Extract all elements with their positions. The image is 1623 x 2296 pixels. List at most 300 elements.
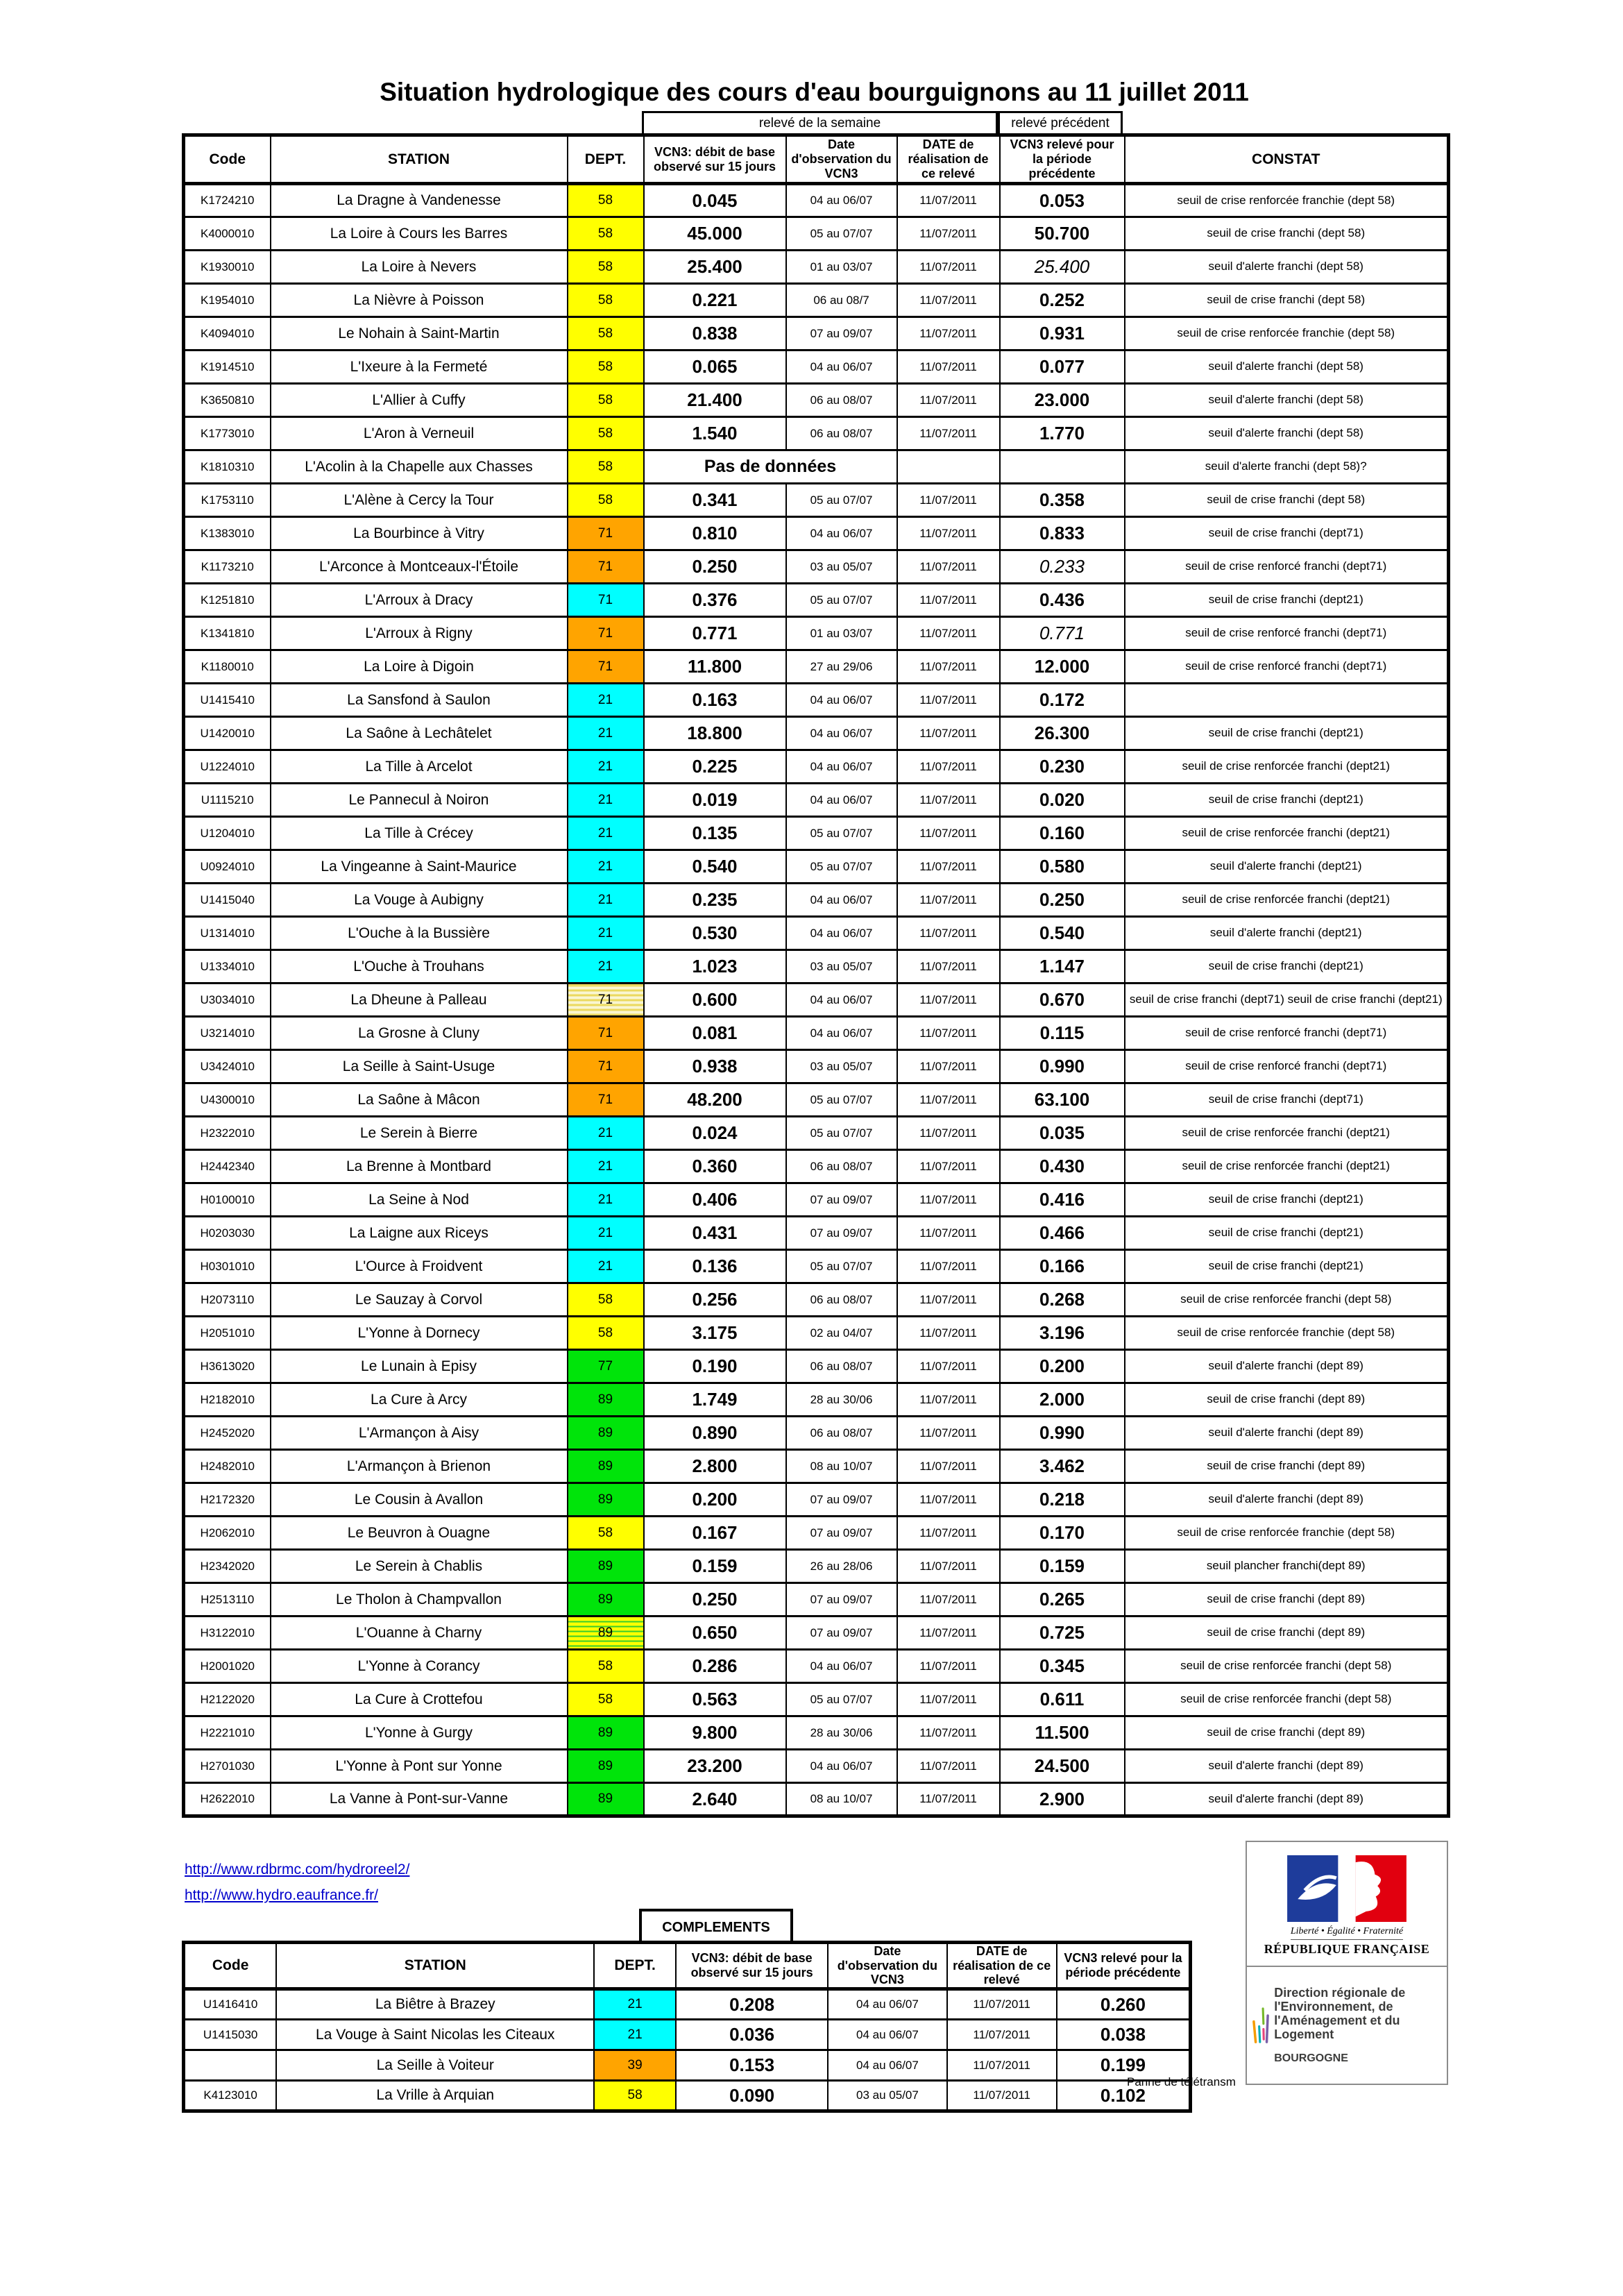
- table-row: [184, 984, 1449, 1017]
- telemetry-failure-note: Panne de télétransm: [1127, 2075, 1236, 2088]
- cell-vcn3-prev: 0.416: [1000, 1183, 1125, 1217]
- cell-station: L'Ixeure à la Fermeté: [271, 351, 568, 384]
- cell-constat: seuil de crise franchi (dept21): [1125, 1250, 1449, 1283]
- cell-vcn3-prev: 0.102: [1057, 2081, 1191, 2111]
- table-row: [184, 1989, 1191, 2020]
- cell-date-real: 11/07/2011: [947, 2081, 1057, 2111]
- cell-dept: 58: [568, 450, 644, 484]
- cell-dept: 58: [568, 484, 644, 517]
- column-header-station: STATION: [276, 1943, 594, 1989]
- cell-vcn3-prev: 63.100: [1000, 1083, 1125, 1117]
- column-header-constat: CONSTAT: [1125, 135, 1449, 184]
- table-row: [184, 484, 1449, 517]
- cell-date-obs: 06 au 08/7: [786, 284, 897, 317]
- table-row: [184, 1417, 1449, 1450]
- cell-date-real: 11/07/2011: [897, 917, 1000, 950]
- cell-vcn3: 21.400: [644, 384, 786, 417]
- cell-code: H0301010: [184, 1250, 271, 1283]
- cell-code: K1914510: [184, 351, 271, 384]
- cell-vcn3-prev: 0.077: [1000, 351, 1125, 384]
- column-header-code: Code: [184, 1943, 277, 1989]
- cell-dept: 89: [568, 1617, 644, 1650]
- cell-station: La Biêtre à Brazey: [276, 1989, 594, 2020]
- column-header-vcn3-prev: VCN3 relevé pour la période précédente: [1000, 135, 1125, 184]
- cell-constat: seuil d'alerte franchi (dept 58): [1125, 384, 1449, 417]
- cell-vcn3-prev: 12.000: [1000, 650, 1125, 684]
- cell-date-real: 11/07/2011: [897, 884, 1000, 917]
- cell-station: La Tille à Crécey: [271, 817, 568, 850]
- cell-vcn3-prev: 0.990: [1000, 1417, 1125, 1450]
- cell-code: U1415410: [184, 684, 271, 717]
- cell-vcn3-prev: 50.700: [1000, 217, 1125, 251]
- cell-vcn3-prev: 0.218: [1000, 1483, 1125, 1517]
- table-row: [184, 351, 1449, 384]
- cell-date-obs: 04 au 06/07: [786, 717, 897, 750]
- cell-dept: 58: [568, 1317, 644, 1350]
- hydro-complements-table: [182, 1941, 1192, 2113]
- cell-vcn3: 0.090: [676, 2081, 828, 2111]
- cell-station: La Loire à Nevers: [271, 251, 568, 284]
- cell-code: K1724210: [184, 184, 271, 217]
- table-row: [184, 1450, 1449, 1483]
- cell-date-obs: 28 au 30/06: [786, 1383, 897, 1417]
- table-row: [184, 184, 1449, 217]
- cell-vcn3: 0.036: [676, 2020, 828, 2050]
- table-row: [184, 217, 1449, 251]
- link-eaufrance[interactable]: http://www.hydro.eaufrance.fr/: [185, 1886, 378, 1903]
- cell-date-real: 11/07/2011: [897, 1716, 1000, 1750]
- cell-constat: seuil d'alerte franchi (dept21): [1125, 917, 1449, 950]
- cell-code: H2182010: [184, 1383, 271, 1417]
- cell-station: La Seille à Voiteur: [276, 2050, 594, 2081]
- cell-date-real: 11/07/2011: [947, 2020, 1057, 2050]
- cell-vcn3: 45.000: [644, 217, 786, 251]
- cell-date-real: 11/07/2011: [897, 384, 1000, 417]
- cell-dept: 89: [568, 1716, 644, 1750]
- republique-francaise-logo: [1247, 1842, 1447, 1967]
- table-row: [184, 517, 1449, 550]
- cell-date-obs: 26 au 28/06: [786, 1550, 897, 1583]
- cell-code: H2442340: [184, 1150, 271, 1183]
- cell-constat: seuil d'alerte franchi (dept 58): [1125, 417, 1449, 450]
- table-row: [184, 817, 1449, 850]
- cell-vcn3-prev: 0.020: [1000, 784, 1125, 817]
- table-row: [184, 1017, 1449, 1050]
- cell-vcn3-prev: 26.300: [1000, 717, 1125, 750]
- cell-constat: seuil de crise franchi (dept21): [1125, 717, 1449, 750]
- cell-code: H2452020: [184, 1417, 271, 1450]
- cell-code: H2062010: [184, 1517, 271, 1550]
- column-header-code: Code: [184, 135, 271, 184]
- cell-station: L'Ouche à la Bussière: [271, 917, 568, 950]
- cell-date-real: 11/07/2011: [897, 1083, 1000, 1117]
- cell-vcn3: 0.208: [676, 1989, 828, 2020]
- cell-station: Le Pannecul à Noiron: [271, 784, 568, 817]
- cell-dept: 89: [568, 1383, 644, 1417]
- cell-constat: seuil de crise renforcée franchie (dept 58): [1125, 1517, 1449, 1550]
- cell-station: La Tille à Arcelot: [271, 750, 568, 784]
- cell-date-obs: 03 au 05/07: [786, 950, 897, 984]
- cell-code: H2622010: [184, 1783, 271, 1816]
- marianne-flag-icon: [1285, 1855, 1409, 1922]
- cell-dept: 58: [568, 217, 644, 251]
- cell-constat: seuil plancher franchi(dept 89): [1125, 1550, 1449, 1583]
- cell-vcn3-prev: 0.053: [1000, 184, 1125, 217]
- cell-vcn3: 0.256: [644, 1283, 786, 1317]
- cell-vcn3-prev: 0.611: [1000, 1683, 1125, 1716]
- cell-constat: seuil d'alerte franchi (dept 89): [1125, 1783, 1449, 1816]
- table-row: [184, 1550, 1449, 1583]
- cell-dept: 71: [568, 517, 644, 550]
- table-row: [184, 2020, 1191, 2050]
- cell-station: L'Ouanne à Charny: [271, 1617, 568, 1650]
- table-row: [184, 1617, 1449, 1650]
- cell-station: L'Acolin à la Chapelle aux Chasses: [271, 450, 568, 484]
- cell-constat: seuil de crise franchi (dept 89): [1125, 1583, 1449, 1617]
- cell-date-obs: 05 au 07/07: [786, 1117, 897, 1150]
- cell-code: H2221010: [184, 1716, 271, 1750]
- cell-station: La Laigne aux Riceys: [271, 1217, 568, 1250]
- cell-dept: 58: [568, 1650, 644, 1683]
- cell-vcn3: 0.890: [644, 1417, 786, 1450]
- column-header-dept: DEPT.: [568, 135, 644, 184]
- table-row: [184, 1283, 1449, 1317]
- cell-vcn3: 0.563: [644, 1683, 786, 1716]
- cell-code: U1314010: [184, 917, 271, 950]
- cell-date-real: 11/07/2011: [897, 1117, 1000, 1150]
- complements-header-row: [184, 1943, 1191, 1989]
- cell-station: L'Arconce à Montceaux-l'Étoile: [271, 550, 568, 584]
- cell-date-obs: 01 au 03/07: [786, 251, 897, 284]
- cell-dept: 71: [568, 1050, 644, 1083]
- cell-vcn3-prev: 0.038: [1057, 2020, 1191, 2050]
- cell-code: U1416410: [184, 1989, 277, 2020]
- cell-code: U1334010: [184, 950, 271, 984]
- cell-date-real: 11/07/2011: [897, 1017, 1000, 1050]
- cell-date-obs: 02 au 04/07: [786, 1317, 897, 1350]
- cell-station: La Grosne à Cluny: [271, 1017, 568, 1050]
- cell-vcn3: 9.800: [644, 1716, 786, 1750]
- cell-constat: seuil de crise renforcée franchi (dept21): [1125, 817, 1449, 850]
- cell-date-obs: 06 au 08/07: [786, 417, 897, 450]
- table-row: [184, 417, 1449, 450]
- cell-dept: 21: [568, 1150, 644, 1183]
- cell-station: La Bourbince à Vitry: [271, 517, 568, 550]
- cell-date-obs: 03 au 05/07: [828, 2081, 946, 2111]
- cell-date-obs: 06 au 08/07: [786, 1150, 897, 1183]
- cell-constat: seuil de crise renforcée franchi (dept21): [1125, 1150, 1449, 1183]
- cell-constat: seuil de crise franchi (dept71) seuil de crise franchi (dept21): [1125, 984, 1449, 1017]
- cell-vcn3: 0.650: [644, 1617, 786, 1650]
- cell-station: L'Armançon à Brienon: [271, 1450, 568, 1483]
- cell-constat: seuil de crise renforcé franchi (dept71): [1125, 650, 1449, 684]
- header-group-week-label: relevé de la semaine: [758, 115, 881, 130]
- cell-date-real: 11/07/2011: [897, 1217, 1000, 1250]
- table-row: [184, 1650, 1449, 1683]
- cell-vcn3-prev: 0.580: [1000, 850, 1125, 884]
- cell-date-obs: 28 au 30/06: [786, 1716, 897, 1750]
- cell-constat: seuil de crise franchi (dept71): [1125, 517, 1449, 550]
- cell-constat: seuil de crise renforcé franchi (dept71): [1125, 1050, 1449, 1083]
- cell-constat: seuil de crise franchi (dept21): [1125, 784, 1449, 817]
- cell-date-obs: 04 au 06/07: [828, 2020, 946, 2050]
- cell-vcn3: 0.065: [644, 351, 786, 384]
- cell-vcn3-prev: 0.725: [1000, 1617, 1125, 1650]
- table-row: [184, 750, 1449, 784]
- column-header-vcn3: VCN3: débit de base observé sur 15 jours: [644, 135, 786, 184]
- cell-constat: seuil de crise franchi (dept 89): [1125, 1383, 1449, 1417]
- cell-vcn3: 0.376: [644, 584, 786, 617]
- cell-date-real: 11/07/2011: [897, 317, 1000, 351]
- cell-date-obs: 06 au 08/07: [786, 1417, 897, 1450]
- cell-vcn3-prev: 0.268: [1000, 1283, 1125, 1317]
- dreal-logo: [1247, 1967, 1447, 2084]
- cell-station: Le Sauzay à Corvol: [271, 1283, 568, 1317]
- table-row: [184, 1250, 1449, 1283]
- cell-date-real: 11/07/2011: [897, 1650, 1000, 1683]
- cell-vcn3-prev: 0.199: [1057, 2050, 1191, 2081]
- cell-date-real: 11/07/2011: [897, 1750, 1000, 1783]
- cell-vcn3-prev: 1.147: [1000, 950, 1125, 984]
- cell-date-obs: 03 au 05/07: [786, 1050, 897, 1083]
- cell-dept: 58: [568, 417, 644, 450]
- cell-dept: 21: [568, 950, 644, 984]
- cell-vcn3-prev: 0.166: [1000, 1250, 1125, 1283]
- cell-date-real: 11/07/2011: [897, 1683, 1000, 1716]
- cell-date-real: 11/07/2011: [897, 517, 1000, 550]
- cell-constat: seuil de crise franchi (dept 89): [1125, 1716, 1449, 1750]
- cell-date-obs: 07 au 09/07: [786, 1217, 897, 1250]
- cell-vcn3-prev: 0.160: [1000, 817, 1125, 850]
- column-header-date-real: DATE de réalisation de ce relevé: [897, 135, 1000, 184]
- table-row: [184, 684, 1449, 717]
- cell-station: La Sansfond à Saulon: [271, 684, 568, 717]
- cell-dept: 21: [568, 850, 644, 884]
- cell-date-obs: 03 au 05/07: [786, 550, 897, 584]
- cell-code: H0203030: [184, 1217, 271, 1250]
- table-row: [184, 2081, 1191, 2111]
- cell-date-real: 11/07/2011: [897, 1583, 1000, 1617]
- cell-date-obs: 04 au 06/07: [828, 2050, 946, 2081]
- cell-date-real: 11/07/2011: [897, 1517, 1000, 1550]
- cell-dept: 21: [568, 917, 644, 950]
- cell-vcn3: 0.540: [644, 850, 786, 884]
- cell-vcn3-prev: 0.250: [1000, 884, 1125, 917]
- cell-date-obs: 04 au 06/07: [786, 184, 897, 217]
- cell-vcn3: 0.159: [644, 1550, 786, 1583]
- cell-code: H2122020: [184, 1683, 271, 1716]
- cell-vcn3: 0.167: [644, 1517, 786, 1550]
- cell-date-obs: 07 au 09/07: [786, 1583, 897, 1617]
- cell-code: H2342020: [184, 1550, 271, 1583]
- cell-dept: 89: [568, 1750, 644, 1783]
- column-header-station: STATION: [271, 135, 568, 184]
- cell-date-real: 11/07/2011: [897, 617, 1000, 650]
- link-hydroreel[interactable]: http://www.rdbrmc.com/hydroreel2/: [185, 1862, 410, 1877]
- cell-date-real: 11/07/2011: [947, 2050, 1057, 2081]
- column-header-date-real: DATE de réalisation de ce relevé: [947, 1943, 1057, 1989]
- cell-vcn3: 0.024: [644, 1117, 786, 1150]
- hydro-main-table: [182, 133, 1450, 1818]
- cell-station: L'Yonne à Gurgy: [271, 1716, 568, 1750]
- dreal-bars-icon: [1251, 1978, 1270, 2073]
- cell-vcn3: 0.360: [644, 1150, 786, 1183]
- cell-dept: 21: [568, 750, 644, 784]
- cell-station: Le Nohain à Saint-Martin: [271, 317, 568, 351]
- cell-vcn3-prev: 1.770: [1000, 417, 1125, 450]
- cell-dept: 21: [568, 817, 644, 850]
- cell-vcn3: 48.200: [644, 1083, 786, 1117]
- cell-dept: 21: [568, 684, 644, 717]
- cell-constat: seuil de crise franchi (dept21): [1125, 1217, 1449, 1250]
- cell-vcn3: 0.153: [676, 2050, 828, 2081]
- cell-vcn3: 2.640: [644, 1783, 786, 1816]
- cell-vcn3-prev: 0.430: [1000, 1150, 1125, 1183]
- cell-dept: 89: [568, 1550, 644, 1583]
- cell-dept: 21: [594, 2020, 676, 2050]
- cell-station: La Seille à Saint-Usuge: [271, 1050, 568, 1083]
- cell-constat: seuil d'alerte franchi (dept 89): [1125, 1483, 1449, 1517]
- cell-date-real: 11/07/2011: [897, 684, 1000, 717]
- cell-code: U1115210: [184, 784, 271, 817]
- cell-constat: seuil de crise franchi (dept 89): [1125, 1450, 1449, 1483]
- cell-constat: seuil d'alerte franchi (dept 58)?: [1125, 450, 1449, 484]
- table-row: [184, 1383, 1449, 1417]
- cell-date-obs: 07 au 09/07: [786, 1617, 897, 1650]
- cell-vcn3-prev: 0.260: [1057, 1989, 1191, 2020]
- cell-station: La Saône à Mâcon: [271, 1083, 568, 1117]
- cell-date-obs: 04 au 06/07: [786, 784, 897, 817]
- cell-dept: 21: [568, 784, 644, 817]
- table-row: [184, 1783, 1449, 1816]
- table-row: [184, 917, 1449, 950]
- cell-date-obs: 04 au 06/07: [786, 1017, 897, 1050]
- cell-date-real: 11/07/2011: [897, 284, 1000, 317]
- cell-constat: seuil de crise renforcée franchi (dept 58): [1125, 1650, 1449, 1683]
- cell-code: K1180010: [184, 650, 271, 684]
- cell-code: U1420010: [184, 717, 271, 750]
- table-row: [184, 550, 1449, 584]
- cell-code: U1224010: [184, 750, 271, 784]
- cell-code: U1204010: [184, 817, 271, 850]
- cell-date-real: 11/07/2011: [897, 850, 1000, 884]
- cell-code: U1415040: [184, 884, 271, 917]
- cell-code: K1341810: [184, 617, 271, 650]
- cell-vcn3: 1.540: [644, 417, 786, 450]
- cell-date-real: 11/07/2011: [897, 1783, 1000, 1816]
- cell-date-real: 11/07/2011: [897, 950, 1000, 984]
- cell-station: La Loire à Digoin: [271, 650, 568, 684]
- cell-date-real: 11/07/2011: [897, 817, 1000, 850]
- cell-date-obs: 08 au 10/07: [786, 1450, 897, 1483]
- cell-date-real: 11/07/2011: [897, 784, 1000, 817]
- cell-dept: 21: [568, 717, 644, 750]
- cell-date-real: 11/07/2011: [897, 1283, 1000, 1317]
- cell-date-obs: 05 au 07/07: [786, 1083, 897, 1117]
- table-row: [184, 650, 1449, 684]
- cell-station: La Vouge à Aubigny: [271, 884, 568, 917]
- cell-constat: seuil d'alerte franchi (dept 89): [1125, 1350, 1449, 1383]
- table-row: [184, 1683, 1449, 1716]
- cell-dept: 71: [568, 584, 644, 617]
- cell-date-obs: 06 au 08/07: [786, 1350, 897, 1383]
- cell-station: La Dheune à Palleau: [271, 984, 568, 1017]
- cell-vcn3-prev: 0.265: [1000, 1583, 1125, 1617]
- cell-code: K3650810: [184, 384, 271, 417]
- cell-code: H3613020: [184, 1350, 271, 1383]
- cell-station: L'Arroux à Rigny: [271, 617, 568, 650]
- cell-constat: seuil de crise renforcée franchie (dept 58): [1125, 1317, 1449, 1350]
- cell-station: L'Allier à Cuffy: [271, 384, 568, 417]
- cell-code: H2073110: [184, 1283, 271, 1317]
- cell-vcn3: 0.838: [644, 317, 786, 351]
- cell-dept: 58: [568, 184, 644, 217]
- cell-code: K1173210: [184, 550, 271, 584]
- cell-dept: 58: [568, 251, 644, 284]
- cell-code: K1753110: [184, 484, 271, 517]
- cell-vcn3-prev: 11.500: [1000, 1716, 1125, 1750]
- table-row: [184, 1483, 1449, 1517]
- cell-date-real: 11/07/2011: [897, 550, 1000, 584]
- cell-date-obs: 04 au 06/07: [828, 1989, 946, 2020]
- cell-vcn3-prev: 24.500: [1000, 1750, 1125, 1783]
- cell-date-real: 11/07/2011: [897, 1250, 1000, 1283]
- header-group-previous: [998, 111, 1123, 133]
- cell-constat: seuil de crise franchi (dept 58): [1125, 217, 1449, 251]
- cell-constat: seuil de crise franchi (dept 58): [1125, 284, 1449, 317]
- cell-dept: 89: [568, 1483, 644, 1517]
- rf-name: RÉPUBLIQUE FRANÇAISE: [1264, 1942, 1430, 1956]
- table-row: [184, 617, 1449, 650]
- cell-date-obs: 05 au 07/07: [786, 1683, 897, 1716]
- cell-vcn3-prev: 2.000: [1000, 1383, 1125, 1417]
- cell-station: Le Serein à Chablis: [271, 1550, 568, 1583]
- cell-date-real: 11/07/2011: [897, 650, 1000, 684]
- complements-header: [639, 1909, 793, 1943]
- column-header-date-obs: Date d'observation du VCN3: [828, 1943, 946, 1989]
- cell-station: La Brenne à Montbard: [271, 1150, 568, 1183]
- cell-dept: 21: [568, 1183, 644, 1217]
- cell-date-obs: 27 au 29/06: [786, 650, 897, 684]
- cell-station: La Cure à Crottefou: [271, 1683, 568, 1716]
- header-group-week: [642, 111, 998, 133]
- cell-code: H0100010: [184, 1183, 271, 1217]
- cell-vcn3: 0.235: [644, 884, 786, 917]
- cell-date-real: 11/07/2011: [897, 1150, 1000, 1183]
- cell-dept: 58: [568, 317, 644, 351]
- table-row: [184, 784, 1449, 817]
- cell-date-real: 11/07/2011: [897, 484, 1000, 517]
- cell-date-obs: 04 au 06/07: [786, 917, 897, 950]
- cell-vcn3: 0.341: [644, 484, 786, 517]
- cell-date-real: 11/07/2011: [897, 1417, 1000, 1450]
- cell-vcn3: 0.225: [644, 750, 786, 784]
- cell-date-obs: 05 au 07/07: [786, 217, 897, 251]
- cell-station: Le Serein à Bierre: [271, 1117, 568, 1150]
- cell-station: L'Ource à Froidvent: [271, 1250, 568, 1283]
- cell-constat: seuil de crise renforcée franchi (dept21): [1125, 884, 1449, 917]
- cell-date-obs: 07 au 09/07: [786, 1517, 897, 1550]
- cell-dept: 77: [568, 1350, 644, 1383]
- cell-constat: seuil d'alerte franchi (dept21): [1125, 850, 1449, 884]
- cell-station: Le Cousin à Avallon: [271, 1483, 568, 1517]
- cell-dept: 58: [568, 384, 644, 417]
- cell-vcn3: 0.286: [644, 1650, 786, 1683]
- table-row: [184, 850, 1449, 884]
- cell-dept: 89: [568, 1417, 644, 1450]
- cell-dept: 58: [568, 1683, 644, 1716]
- cell-date-obs: 04 au 06/07: [786, 884, 897, 917]
